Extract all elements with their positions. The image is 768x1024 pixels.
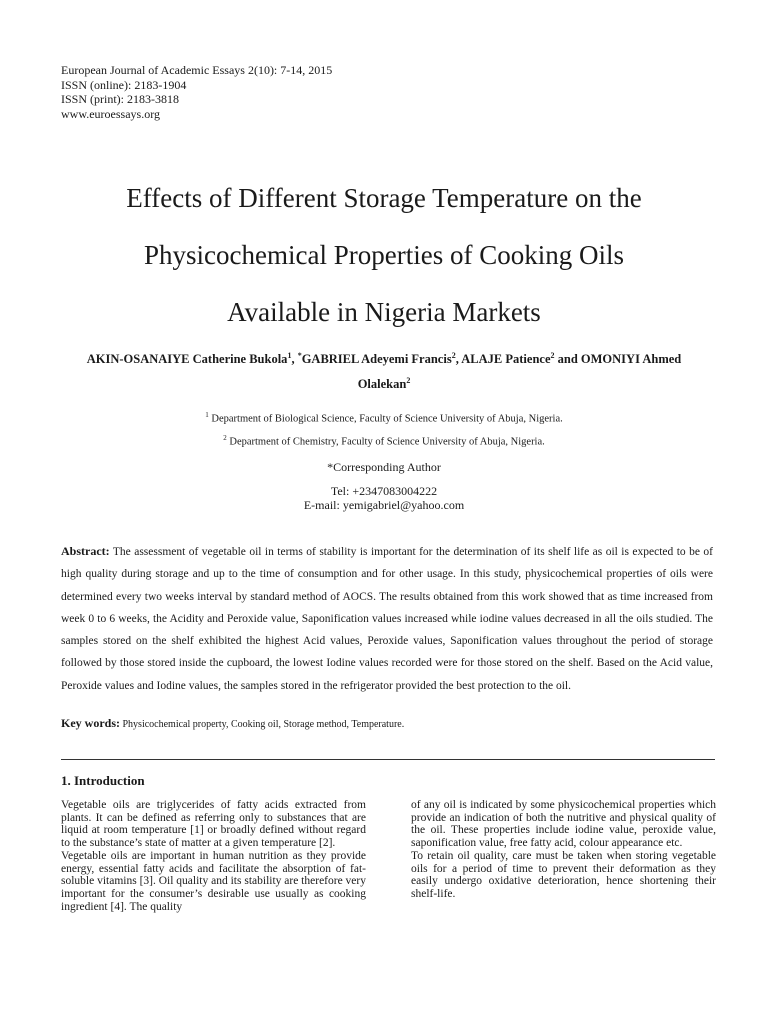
journal-website: www.euroessays.org bbox=[61, 106, 160, 121]
title-line-3: Available in Nigeria Markets bbox=[227, 297, 541, 327]
body-column-left bbox=[61, 799, 366, 913]
author-separator: , bbox=[291, 352, 298, 367]
paragraph: of any oil is indicated by some physicochemical properties which provide an indication of both the nutritive and physical quality of the oil. These properties include iodine value, peroxide value, saponification value, free fatty acid, colour appearance etc. bbox=[411, 799, 716, 850]
affiliation-2-number: 2 bbox=[223, 433, 227, 442]
journal-header bbox=[61, 63, 332, 121]
author-2: GABRIEL Adeyemi Francis bbox=[301, 352, 452, 367]
author-list bbox=[60, 345, 708, 395]
affiliation-1 bbox=[60, 406, 708, 429]
affiliation-2-text: Department of Chemistry, Faculty of Science University of Abuja, Nigeria. bbox=[229, 436, 545, 447]
corresponding-label: *Corresponding Author bbox=[327, 460, 441, 474]
affiliation-2 bbox=[60, 429, 708, 452]
affiliations bbox=[60, 406, 708, 451]
paragraph: To retain oil quality, care must be taken when storing vegetable oils for a period of time to prevent their deformation as they easily undergo oxidative deterioration, hence shortening their shelf-life. bbox=[411, 849, 716, 900]
paper-title bbox=[40, 170, 728, 341]
section-heading-introduction: 1. Introduction bbox=[61, 773, 145, 788]
journal-citation: European Journal of Academic Essays 2(10): 7-14, 2015 bbox=[61, 63, 333, 77]
author-separator: and bbox=[554, 352, 581, 367]
abstract-text: The assessment of vegetable oil in terms of stability is important for the determination of its shelf life as oil is expected to be of high quality during storage and up to the time of consumption and for other usage. In this study, physicochemical properties of oils were determined every two weeks interval by standard method of AOCS. The results obtained from this work showed that as time increased from week 0 to 6 weeks, the Acidity and Peroxide value, Saponification values increased while iodine values decreased in all the oils studied. The samples stored on the shelf exhibited the highest Acid values, Peroxide values, Saponification values throughout the period of storage followed by those stored inside the cupboard, the lowest Iodine values recorded were for those stored on the shelf. Based on the Acid value, Peroxide values and Iodine values, the samples stored in the refrigerator provided the best protection to the oil. bbox=[61, 546, 714, 692]
issn-print: ISSN (print): 2183-3818 bbox=[61, 92, 179, 106]
corresponding-mark: * bbox=[297, 351, 302, 360]
corresponding-email: E-mail: yemigabriel@yahoo.com bbox=[303, 498, 465, 512]
keywords-label: Key words: bbox=[61, 716, 120, 730]
author-3: ALAJE Patience bbox=[461, 352, 551, 367]
paragraph: Vegetable oils are triglycerides of fatty acids extracted from plants. It can be defined as referring only to substances that are liquid at room temperature [1] or broadly defined without regard to the substance’s state of matter at a given temperature [2]. bbox=[61, 799, 366, 850]
author-separator: , bbox=[455, 352, 462, 367]
affiliation-1-text: Department of Biological Science, Faculty of Science University of Abuja, Nigeria. bbox=[211, 413, 563, 425]
abstract-label: Abstract: bbox=[61, 544, 110, 558]
author-2-affil: 2 bbox=[451, 351, 456, 360]
title-line-1: Effects of Different Storage Temperature on the bbox=[126, 183, 642, 213]
keywords-text: Physicochemical property, Cooking oil, Storage method, Temperature. bbox=[122, 719, 405, 730]
author-3-affil: 2 bbox=[550, 351, 555, 360]
section-divider bbox=[61, 759, 715, 760]
abstract bbox=[61, 540, 713, 697]
keywords bbox=[61, 716, 713, 732]
corresponding-author-block bbox=[60, 460, 708, 512]
title-line-2: Physicochemical Properties of Cooking Oils bbox=[144, 240, 624, 270]
corresponding-tel: Tel: +2347083004222 bbox=[330, 484, 438, 498]
author-1: AKIN-OSANAIYE Catherine Bukola bbox=[86, 352, 288, 367]
affiliation-1-number: 1 bbox=[205, 411, 209, 419]
paragraph: Vegetable oils are important in human nutrition as they provide energy, essential fatty acids and facilitate the absorption of fat-soluble vitamins [3]. Oil quality and its stability are therefore very important for the consumer’s desirable use usually as cooking ingredient [4]. The quality bbox=[61, 849, 366, 913]
body-column-right bbox=[411, 799, 716, 901]
author-4: OMONIYI Ahmed Olalekan bbox=[357, 352, 682, 392]
author-4-affil: 2 bbox=[406, 376, 411, 386]
issn-online: ISSN (online): 2183-1904 bbox=[61, 77, 187, 92]
author-1-affil: 1 bbox=[287, 351, 292, 360]
